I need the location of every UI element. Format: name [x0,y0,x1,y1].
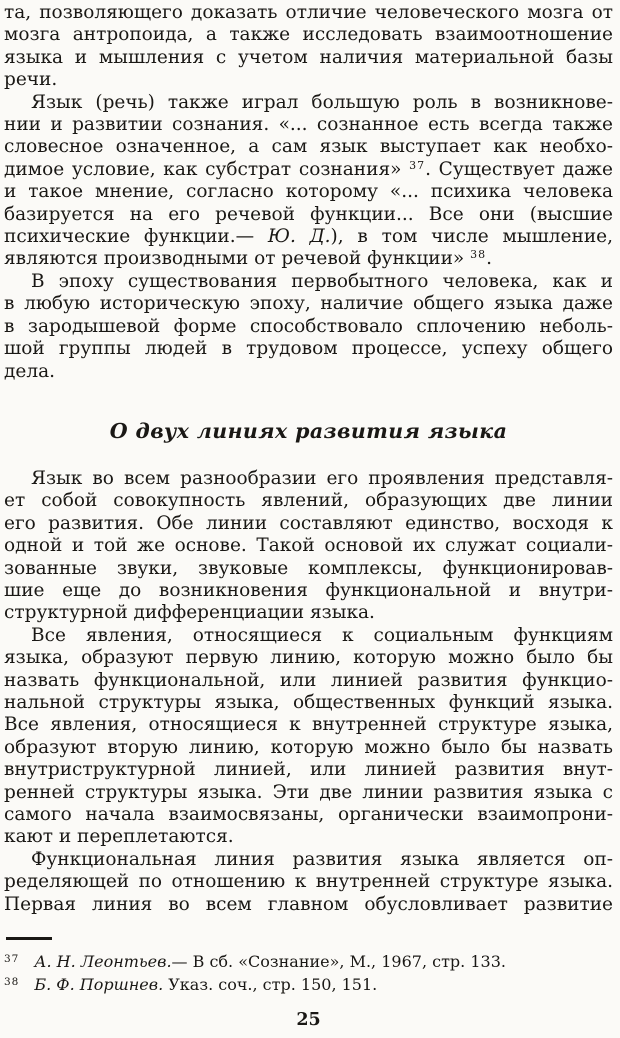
text-segment: одной и той же основе. Такой основой их служат социали- [4,535,613,557]
text-line [4,602,613,624]
text-segment: в любую историческую эпоху, наличие общего языка даже [4,293,613,315]
text-line [4,338,613,360]
text-line [4,2,613,24]
text-line [4,826,613,848]
text-line [4,580,613,602]
text-segment: . [486,248,492,270]
text-line [4,894,613,916]
text-segment: ет собой совокупность явлений, образующих две линии [4,490,613,512]
text-line [4,316,613,338]
text-line [4,136,613,158]
text-line [4,248,613,270]
section-heading: О двух линиях развития языка [109,418,508,443]
footnote-ref: 38 [470,248,487,262]
text-segment: его развития. Обе линии составляют единство, восходя к [4,512,613,534]
text-line [4,535,613,557]
text-segment: Первая линия во всем главном обусловливает развитие [4,893,613,915]
text-segment: внутриструктурной линией, или линией развития внут- [4,759,613,781]
text-segment: психические функции.— [4,226,268,248]
text-line [4,361,613,383]
text-line [4,558,613,580]
footnote-marker: 38 [4,975,20,988]
page-number: 25 [296,1010,321,1031]
text-line [4,47,613,69]
text-segment: нии и развитии сознания. «... сознанное есть всегда также [4,114,613,136]
text-segment: Все явления, относящиеся к социальным функциям [31,624,613,646]
italic-text: А. Н. Леонтьев. [34,952,172,972]
text-segment: Язык во всем разнообразии его проявления представля- [31,467,613,489]
text-segment: ределяющей по отношению к внутренней структуре языка. [4,871,613,893]
text-segment: словесное означенное, а сам язык выступает как необхо- [4,136,613,158]
paragraph [4,468,613,625]
text-line [4,468,613,490]
text-segment: мозга антропоида, а также исследовать взаимоотношение [4,24,613,46]
paragraph [4,2,613,92]
text-line [4,692,613,714]
text-segment: назвать функциональной, или линией развития функцио- [4,669,613,691]
text-line [4,293,613,315]
text-line [4,714,613,736]
text-line [4,114,613,136]
text-line [4,782,613,804]
text-segment: языка и мышления с учетом наличия материальной базы [4,46,613,68]
text-segment: нальной структуры языка, общественных функций языка. [4,691,613,713]
text-line [4,759,613,781]
text-line [4,204,613,226]
text-line [4,871,613,893]
text-line [4,159,613,181]
text-segment: — В сб. «Сознание», М., 1967, стр. 133. [171,952,506,972]
text-line [4,849,613,871]
footnote [4,951,613,974]
footnote-marker: 37 [4,953,20,966]
text-segment: В эпоху существования первобытного человека, как и [31,270,613,292]
text-segment: в зародышевой форме способствовало сплочению неболь- [4,315,613,337]
text-segment: . Существует даже [425,158,614,180]
text-line [4,670,613,692]
text-line [4,625,613,647]
text-line [4,24,613,46]
text-segment: дела. [4,360,56,382]
footnote-ref: 37 [409,158,426,172]
italic-text: Ю. Д. [267,226,331,248]
text-segment: являются производными от речевой функции» [4,248,471,270]
text-segment: базируется на его речевой функции... Все они (высшие [4,203,613,225]
text-segment: зованные звуки, звуковые комплексы, функционировав- [4,557,613,579]
text-line [4,69,613,91]
italic-text: Б. Ф. Поршнев. [34,974,164,994]
footnotes [4,951,613,996]
text-segment: Функциональная линия развития языка является оп- [31,848,613,870]
text-segment: Указ. соч., стр. 150, 151. [163,974,378,994]
text-line [4,226,613,248]
footnote-separator-rule [6,937,52,940]
text-segment: образуют вторую линию, которую можно было бы назвать [4,736,613,758]
paragraph [4,849,613,916]
text-segment: димое условие, как субстрат сознания» [4,158,410,180]
text-line [4,92,613,114]
paragraph [4,271,613,383]
text-segment: ), в том числе мышление, [330,226,613,248]
text-segment: шой группы людей в трудовом процессе, успеху общего [4,338,613,360]
text-column [4,2,613,916]
text-line [4,737,613,759]
text-segment: языка, образуют первую линию, которую можно было бы [4,647,613,669]
text-line [4,513,613,535]
text-line [4,271,613,293]
text-segment: и такое мнение, согласно которому «... психика человека [4,181,613,203]
paragraph [4,92,613,271]
footnote [4,974,613,997]
text-segment: самого начала взаимосвязаны, органически взаимопрони- [4,804,613,825]
text-segment: та, позволяющего доказать отличие человеческого мозга от [4,2,613,23]
text-segment: кают и переплетаются. [4,826,234,848]
text-segment: структурной дифференциации языка. [4,602,375,624]
text-line [4,181,613,203]
text-segment: ренней структуры языка. Эти две линии развития языка с [4,781,613,803]
text-line [4,804,613,826]
text-line [4,490,613,512]
text-segment: Все явления, относящиеся к внутренней структуре языка, [4,714,613,736]
text-segment: Язык (речь) также играл большую роль в возникнове- [31,91,613,113]
paragraph [4,625,613,849]
text-segment: шие еще до возникновения функциональной и внутри- [4,579,613,601]
text-segment: речи. [4,69,58,91]
text-line [4,647,613,669]
